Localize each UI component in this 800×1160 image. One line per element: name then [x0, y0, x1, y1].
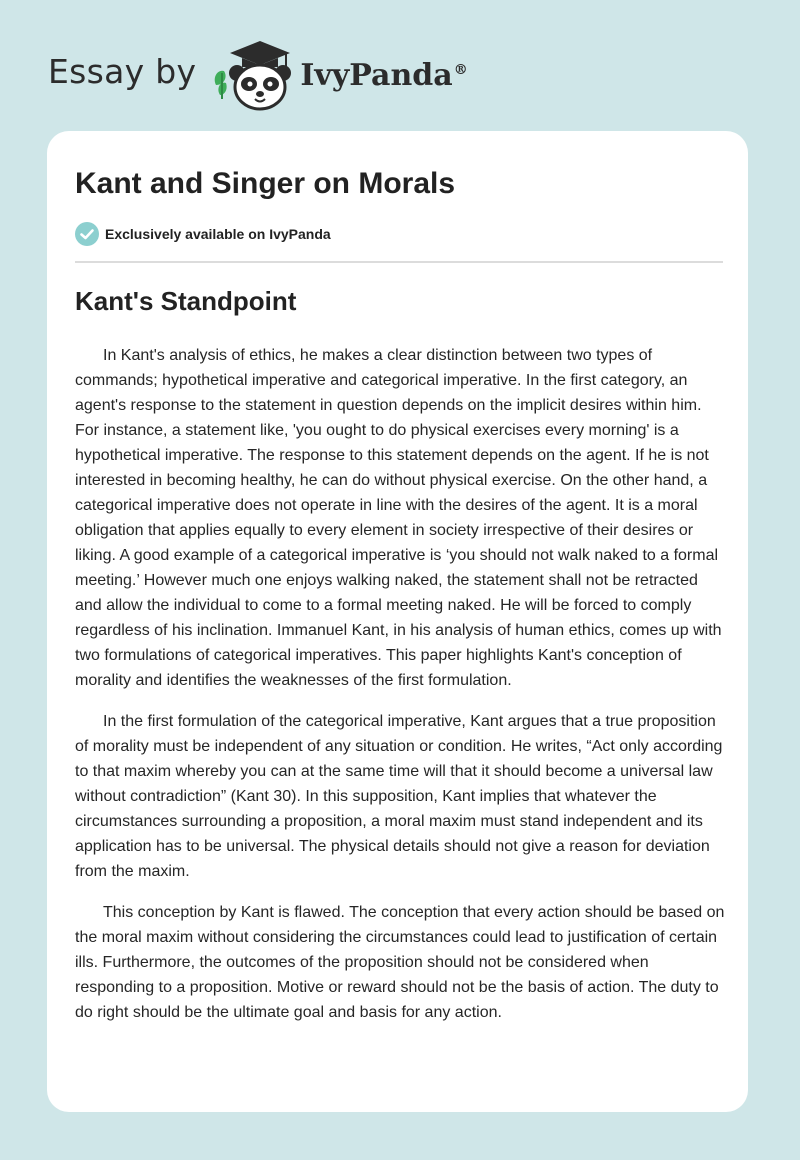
article-card	[47, 131, 748, 1112]
check-circle-icon	[75, 222, 99, 246]
brand-header	[48, 34, 468, 114]
divider	[75, 261, 723, 263]
paragraph-3: This conception by Kant is flawed. The conception that every action should be based on the moral maxim without considering the circumstances could lead to justification of certain ills. Furthermore, the outcomes of the proposition should not be considered when responding to a proposition. Motive or reward should not be the basis of action. The duty to do right should be the ultimate goal and basis for any action.	[75, 904, 725, 1021]
panda-graduate-icon	[210, 37, 298, 111]
brand-prefix: Essay by	[48, 51, 197, 91]
brand-name: IvyPanda®	[300, 57, 468, 93]
article-body	[75, 343, 725, 1041]
registered-mark: ®	[453, 61, 468, 78]
paragraph-1: In Kant's analysis of ethics, he makes a clear distinction between two types of commands; hypothetical imperative and categorical imperative. In the first category, an agent's response to the statement in question depends on the implicit desires within him. For instance, a statement like, 'you ought to do physical exercises every morning' is a hypothetical imperative. The response to this statement depends on the agent. If he is not interested in becoming healthy, he can do without physical exercise. On the other hand, a categorical imperative does not operate in line with the desires of the agent. It is a moral obligation that applies equally to every element in society irrespective of their desires or liking. A good example of a categorical imperative is ‘you should not walk naked to a formal meeting.’ However much one enjoys walking naked, the statement shall not be retracted and allow the individual to come to a formal meeting naked. He will be forced to comply regardless of his inclination. Immanuel Kant, in his analysis of human ethics, comes up with two formulations of categorical imperatives. This paper highlights Kant's conception of morality and identifies the weaknesses of the first formulation.	[75, 347, 722, 689]
page-title: Kant and Singer on Morals	[75, 167, 456, 200]
exclusive-badge-text: Exclusively available on IvyPanda	[105, 226, 331, 242]
section-heading: Kant's Standpoint	[75, 286, 297, 316]
exclusive-badge	[75, 222, 331, 246]
paragraph-2: In the first formulation of the categorical imperative, Kant argues that a true proposition of morality must be independent of any situation or condition. He writes, “Act only according to that maxim whereby you can at the same time will that it should become a universal law without contradiction” (Kant 30). In this supposition, Kant implies that whatever the circumstances surrounding a proposition, a moral maxim must stand independent and its application has to be universal. The physical details should not give a reason for deviation from the maxim.	[75, 713, 723, 880]
